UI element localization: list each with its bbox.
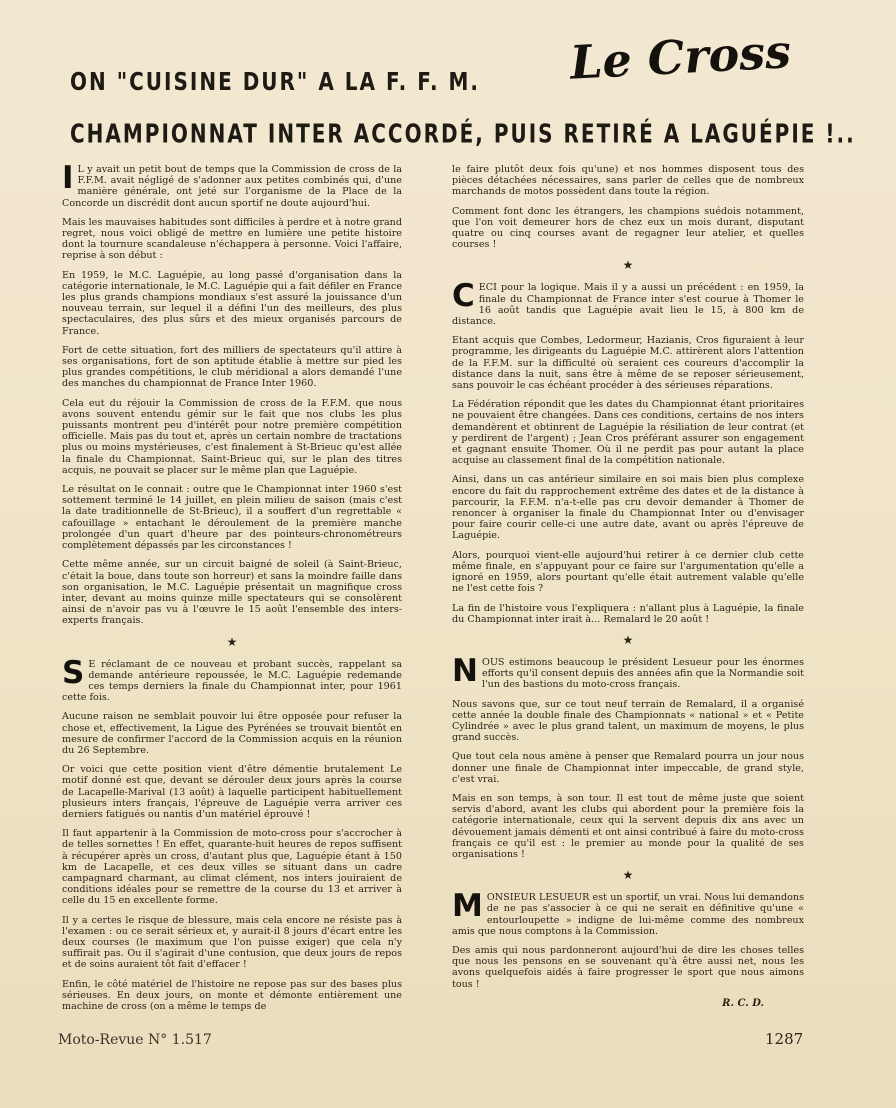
right-column [452, 164, 804, 1009]
paragraph: Fort de cette situation, fort des milliers de spectateurs qu'il attire à ses organisations, fort de son aptitude établie à mettre sur pied les plus grandes compétitions, le club méridional a alors demandé l'une des manches du championnat de France Inter 1960. [62, 344, 402, 390]
paragraph: Mais en son temps, à son tour. Il est tout de même juste que soient servis d'abord, avant les clubs qui abordent pour la première fois la catégorie internationale, ceux qui la servent depuis dix ans avec un dévouement jamais démenti et ont ainsi contribué à faire du moto-cross français ce qu'il est : le premier au monde pour la qualité de ses organisations ! [452, 792, 804, 860]
drop-cap: N [452, 652, 478, 689]
headline: CHAMPIONNAT INTER ACCORDÉ, PUIS RETIRÉ A LAGUÉPIE !.. [70, 118, 856, 150]
paragraph: Des amis qui nous pardonneront aujourd'hui de dire les choses telles que nous les pensons en se souvenant qu'à être aussi net, nous les avons quelquefois aidés à faire progresser le sport que nous aimons tous ! [452, 944, 804, 990]
paragraph: Cette même année, sur un circuit baigné de soleil (à Saint-Brieuc, c'était la boue, dans toute son horreur) et sans la moindre faille dans son organisation, le M.C. Laguépie présentait un magnifique cross inter, devant au moins quinze mille spectateurs qui se consolèrent ainsi de n'avoir pas vu à l'œuvre le 15 août l'ensemble des inters-experts français. [62, 559, 402, 627]
paragraph: S E réclamant de ce nouveau et probant succès, rappelant sa demande antérieure repoussée, le M.C. Laguépie redemande ces temps derniers la finale du Championnat inter, pour 1961 cette fois. [62, 654, 402, 704]
author-signature: R. C. D. [722, 997, 764, 1009]
paragraph: Il y a certes le risque de blessure, mais cela encore ne résiste pas à l'examen : ou ce serait sérieux et, y aurait-il 8 jours d'écart entre les deux courses (le maximum que l'on puisse exiger) que cela n'y suffirait pas. Ou il s'agirait d'une contusion, que deux jours de repos et de soins auraient tôt fait d'effacer ! [62, 914, 402, 971]
paragraph: Etant acquis que Combes, Ledormeur, Hazianis, Cros figuraient à leur programme, les dirigeants du Laguépie M.C. attirèrent alors l'attention de la F.F.M. sur la difficulté où seraient ces coureurs d'accomplir la distance dans la nuit, sans être à même de se reposer sérieusement, sans pouvoir le cas échéant procéder à des sérieuses réparations. [452, 335, 804, 392]
kicker-title: ON "CUISINE DUR" A LA F. F. M. [70, 66, 481, 96]
drop-cap: M [452, 888, 483, 925]
paragraph: Le résultat on le connait : outre que le Championnat inter 1960 s'est sottement terminé le 14 juillet, en plein milieu de saison (mais c'est la date traditionnelle de St-Brieuc), il a souffert d'un regrettable « cafouillage » entachant le déroulement de la première manche prolongée d'un quart d'heure par des pointeurs-chronométreurs complètement dépassés par les circonstances ! [62, 484, 402, 552]
paragraph: Nous savons que, sur ce tout neuf terrain de Remalard, il a organisé cette année la double finale des Championnats « national » et « Petite Cylindrée » avec le plus grand talent, un maximum de moyens, le plus grand succès. [452, 698, 804, 744]
star-divider: ★ [622, 258, 634, 273]
paragraph: En 1959, le M.C. Laguépie, au long passé d'organisation dans la catégorie internationale, le M.C. Laguépie qui a fait défiler en France les plus grands champions mondiaux s'est assuré la jouissance d'un nouveau terrain, sur lequel il a défini l'un des meilleurs, des plus spectaculaires, des plus sûrs et des mieux organisés parcours de France. [62, 269, 402, 337]
drop-cap: S [62, 654, 85, 691]
paragraph: Mais les mauvaises habitudes sont difficiles à perdre et à notre grand regret, nous voici obligé de mettre en lumière une petite histoire dont la tournure scandaleuse n'échappera à personne. Voici l'affaire, reprise à son début : [62, 216, 402, 262]
paragraph: CECI pour la logique. Mais il y a aussi un précédent : en 1959, la finale du Championnat de France inter s'est courue à Thomer le 16 août tandis que Laguépie avait lieu le 15, à 800 km de distance. [452, 278, 804, 328]
paragraph: NOUS estimons beaucoup le président Lesueur pour les énormes efforts qu'il consent depuis des années afin que la Normandie soit l'un des bastions du moto-cross français. [452, 652, 804, 691]
cross-logo: Le Cross [568, 24, 793, 90]
paragraph: Cela eut du réjouir la Commission de cross de la F.F.M. que nous avons souvent entendu gémir sur le fait que nos clubs les plus puissants montrent peu d'intérêt pour notre première compétition officielle. Mais pas du tout et, après un certain nombre de tractations plus ou moins mystérieuses, c'est finalement à St-Brieuc qu'est allée la finale du Championnat. Saint-Brieuc qui, sur le plan des titres acquis, ne pouvait se placer sur le même plan que Laguépie. [62, 397, 402, 476]
left-column [62, 160, 402, 1020]
paragraph: I L y avait un petit bout de temps que la Commission de cross de la F.F.M. avait négligé de s'adonner aux petites combinés qui, d'une manière générale, ont jeté sur l'organisme de la Place de la Concorde un discrédit dont aucun sportif ne doute aujourd'hui. [62, 160, 402, 209]
drop-cap: C [452, 278, 475, 315]
paragraph: La Fédération répondit que les dates du Championnat étant prioritaires ne pouvaient être changées. Dans ces conditions, certains de nos inters demandèrent et obtinrent de Laguépie la résiliation de leur contrat (et y perdirent de l'argent) ; Jean Cros préférant assurer son engagement et gagnant ensuite Thomer. Où il ne perdit pas pour autant la place acquise au classement final de la compétition nationale. [452, 399, 804, 467]
paragraph: Ainsi, dans un cas antérieur similaire en soi mais bien plus complexe encore du fait du rapprochement extrême des dates et de la distance à parcourir, la F.F.M. n'a-t-elle pas cru devoir demander à Thomer de renoncer à organiser la finale du Championnat Inter ou d'envisager pour faire courir celle-ci une autre date, avant ou après l'épreuve de Laguépie. [452, 474, 804, 542]
star-divider: ★ [622, 632, 634, 647]
paragraph: le faire plutôt deux fois qu'une) et nos hommes disposent tous des pièces détachées nécessaires, sans parler de celles que de nombreux marchands de motos possèdent dans toute la région. [452, 164, 804, 198]
paragraph: MONSIEUR LESUEUR est un sportif, un vrai. Nous lui demandons de ne pas s'associer à ce qui ne serait en définitive qu'une « entourloupette » indigne de lui-même comme des nombreux amis que nous comptons à la Commission. [452, 888, 804, 937]
star-divider: ★ [622, 868, 634, 883]
paragraph: Enfin, le côté matériel de l'histoire ne repose pas sur des bases plus sérieuses. En deux jours, on monte et démonte entièrement une machine de cross (on a même le temps de [62, 978, 402, 1012]
paragraph: Comment font donc les étrangers, les champions suédois notamment, que l'on voit demeurer hors de chez eux un mois durant, disputant quatre ou cinq courses avant de regagner leur atelier, et quelles courses ! [452, 205, 804, 251]
paragraph: Il faut appartenir à la Commission de moto-cross pour s'accrocher à de telles sornettes ! En effet, quarante-huit heures de repos suffisent à récupérer après un cross, d'autant plus que, Laguépie étant à 150 km de Lacapelle, et ces deux villes se situant dans un cadre campagnard charmant, au climat clément, nos inters jouiraient de conditions idéales pour se remettre de la course du 13 et arriver à celle du 15 en excellente forme. [62, 828, 402, 907]
paragraph: Aucune raison ne semblait pouvoir lui être opposée pour refuser la chose et, effectivement, la Ligue des Pyrénées se trouvait bientôt en mesure de confirmer l'accord de la Commission acquis en la réunion du 26 Septembre. [62, 711, 402, 756]
paragraph: Que tout cela nous amène à penser que Remalard pourra un jour nous donner une finale de Championnat inter impeccable, de grand style, c'est vrai. [452, 751, 804, 785]
drop-cap: I [62, 160, 74, 196]
page-number: 1287 [765, 1030, 804, 1048]
paragraph: Or voici que cette position vient d'être démentie brutalement Le motif donné est que, devant se dérouler deux jours après la course de Lacapelle-Marival (13 août) à laquelle participent habituellement plusieurs inters français, l'épreuve de Laguépie verra arriver ces derniers fatigués ou nantis d'un matériel éprouvé ! [62, 764, 402, 820]
paragraph: La fin de l'histoire vous l'expliquera : n'allant plus à Laguépie, la finale du Championnat inter irait à... Remalard le 20 août ! [452, 602, 804, 625]
star-divider: ★ [226, 634, 238, 649]
paragraph: Alors, pourquoi vient-elle aujourd'hui retirer à ce dernier club cette même finale, en s'appuyant pour ce faire sur l'argumentation qu'elle a ignoré en 1959, alors pourtant qu'elle était autrement valable qu'elle ne l'est cette fois ? [452, 549, 804, 595]
magazine-issue: Moto-Revue N° 1.517 [58, 1032, 212, 1048]
